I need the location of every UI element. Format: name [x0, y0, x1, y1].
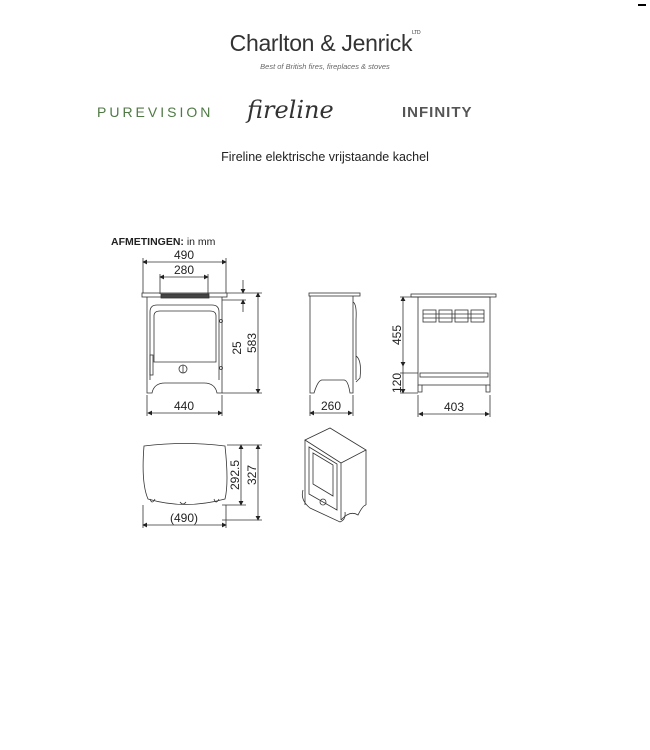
front-view [142, 258, 262, 416]
rear-view [400, 294, 496, 417]
fireline-logo: fireline [247, 96, 334, 124]
brand-suffix: LTD [412, 30, 421, 36]
purevision-logo: PUREVISION [97, 104, 214, 120]
infinity-logo: INFINITY [402, 104, 473, 121]
dim-top-depth: 327 [245, 464, 259, 486]
dimensions-label: AFMETINGEN: [111, 236, 184, 248]
brand-tagline: Best of British fires, fireplaces & stoves [260, 62, 390, 71]
dim-side-depth: 260 [320, 399, 342, 413]
dim-rear-lower: 120 [390, 372, 404, 394]
dim-grill-width: 280 [173, 263, 195, 277]
dimensions-unit: in mm [186, 236, 216, 248]
dim-top-depth-inner: 292.5 [228, 459, 242, 491]
rear-vents [423, 310, 484, 322]
dim-rear-width: 403 [443, 400, 465, 414]
dim-rear-upper: 455 [390, 324, 404, 346]
dim-top-width: (490) [169, 511, 199, 525]
isometric-view [302, 428, 366, 522]
dim-front-width-top: 490 [173, 248, 195, 262]
side-view [309, 293, 361, 416]
dim-front-width-base: 440 [173, 399, 195, 413]
dim-top-thickness: 25 [230, 341, 244, 355]
brand-name: Charlton & Jenrick [229, 30, 413, 56]
dim-front-height: 583 [245, 332, 259, 354]
document-title: Fireline elektrische vrijstaande kachel [221, 150, 429, 164]
